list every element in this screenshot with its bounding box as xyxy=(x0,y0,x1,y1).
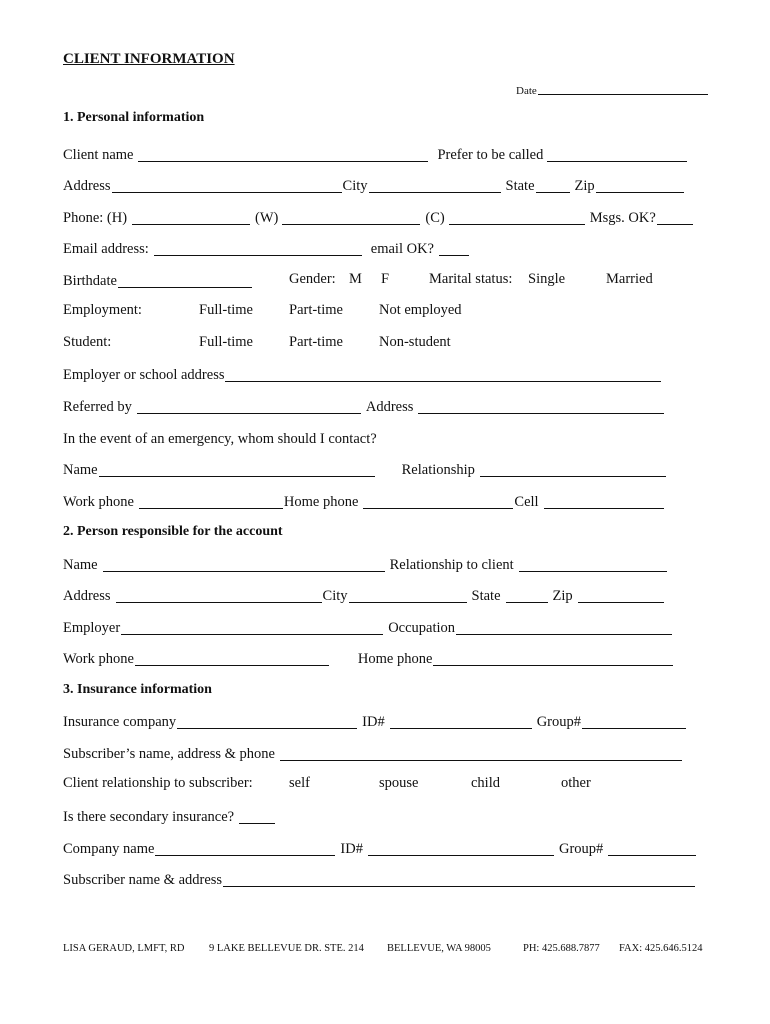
emergency-relationship-label: Relationship xyxy=(401,462,475,478)
relationship-option-other[interactable]: other xyxy=(561,775,591,791)
row-client-name xyxy=(63,144,710,164)
secondary-company-field[interactable] xyxy=(155,841,335,856)
row-student xyxy=(63,333,710,353)
referred-address-field[interactable] xyxy=(418,399,664,414)
row-responsible-phones xyxy=(63,648,710,668)
responsible-city-label: City xyxy=(322,588,348,604)
row-responsible-name xyxy=(63,554,710,574)
responsible-name-label: Name xyxy=(63,557,98,573)
responsible-state-field[interactable] xyxy=(506,588,548,603)
birthdate-field[interactable] xyxy=(118,273,252,288)
footer-name: LISA GERAUD, LMFT, RD xyxy=(63,943,185,954)
prefer-called-field[interactable] xyxy=(547,147,687,162)
client-relationship-label: Client relationship to subscriber: xyxy=(63,775,253,791)
responsible-zip-label: Zip xyxy=(552,588,573,604)
secondary-group-label: Group# xyxy=(558,841,604,857)
row-phone xyxy=(63,207,710,227)
student-label: Student: xyxy=(63,334,112,350)
responsible-city-field[interactable] xyxy=(349,588,467,603)
emergency-home-phone-field[interactable] xyxy=(363,494,513,509)
row-subscriber-info xyxy=(63,743,710,763)
responsible-home-phone-label: Home phone xyxy=(357,651,433,667)
phone-home-field[interactable] xyxy=(132,210,250,225)
responsible-zip-field[interactable] xyxy=(578,588,664,603)
student-option-part-time[interactable]: Part-time xyxy=(289,334,343,350)
emergency-name-label: Name xyxy=(63,462,98,478)
employment-option-part-time[interactable]: Part-time xyxy=(289,302,343,318)
insurance-company-label: Insurance company xyxy=(63,714,177,730)
address-label: Address xyxy=(63,178,111,194)
form-title: CLIENT INFORMATION xyxy=(63,51,235,67)
relationship-option-child[interactable]: child xyxy=(471,775,500,791)
emergency-work-phone-field[interactable] xyxy=(139,494,283,509)
row-emergency-contact xyxy=(63,459,710,479)
section-insurance-heading: 3. Insurance information xyxy=(63,682,212,697)
row-birthdate-gender xyxy=(63,270,710,290)
responsible-home-phone-field[interactable] xyxy=(433,651,673,666)
emergency-relationship-field[interactable] xyxy=(480,462,666,477)
row-address xyxy=(63,175,710,195)
responsible-state-label: State xyxy=(471,588,501,604)
subscriber-info-label: Subscriber’s name, address & phone xyxy=(63,746,275,762)
relationship-option-spouse[interactable]: spouse xyxy=(379,775,419,791)
gender-label: Gender: xyxy=(289,271,336,287)
email-ok-field[interactable] xyxy=(439,241,469,256)
responsible-relationship-field[interactable] xyxy=(519,557,667,572)
birthdate-label: Birthdate xyxy=(63,273,117,289)
secondary-insurance-label: Is there secondary insurance? xyxy=(63,809,235,825)
employer-school-label: Employer or school address xyxy=(63,367,225,383)
email-label: Email address: xyxy=(63,241,149,257)
date-input-line[interactable] xyxy=(538,84,708,95)
emergency-question: In the event of an emergency, whom should I contact? xyxy=(63,431,377,447)
row-emergency-phones xyxy=(63,491,710,511)
subscriber-address-label: Subscriber name & address xyxy=(63,872,223,888)
employer-school-field[interactable] xyxy=(225,367,661,382)
row-responsible-address xyxy=(63,585,710,605)
employment-option-full-time[interactable]: Full-time xyxy=(199,302,253,318)
gender-option-m[interactable]: M xyxy=(349,271,362,287)
gender-option-f[interactable]: F xyxy=(381,271,390,287)
zip-label: Zip xyxy=(574,178,595,194)
responsible-work-phone-label: Work phone xyxy=(63,651,134,667)
state-label: State xyxy=(505,178,535,194)
emergency-cell-label: Cell xyxy=(514,494,539,510)
relationship-option-self[interactable]: self xyxy=(289,775,310,791)
secondary-id-field[interactable] xyxy=(368,841,554,856)
phone-cell-field[interactable] xyxy=(449,210,585,225)
responsible-occupation-field[interactable] xyxy=(456,620,672,635)
email-ok-label: email OK? xyxy=(370,241,434,257)
email-field[interactable] xyxy=(154,241,362,256)
responsible-name-field[interactable] xyxy=(103,557,385,572)
insurance-id-label: ID# xyxy=(362,714,385,730)
phone-work-label: (W) xyxy=(255,210,279,226)
employment-option-not-employed[interactable]: Not employed xyxy=(379,302,462,318)
emergency-cell-field[interactable] xyxy=(544,494,664,509)
insurance-id-field[interactable] xyxy=(390,714,532,729)
student-option-full-time[interactable]: Full-time xyxy=(199,334,253,350)
insurance-company-field[interactable] xyxy=(177,714,357,729)
row-insurance-company xyxy=(63,711,710,731)
row-email xyxy=(63,238,710,258)
section-responsible-heading: 2. Person responsible for the account xyxy=(63,524,283,539)
insurance-group-label: Group# xyxy=(536,714,582,730)
footer-street: 9 LAKE BELLEVUE DR. STE. 214 xyxy=(209,943,364,954)
phone-cell-label: (C) xyxy=(425,210,445,226)
emergency-work-phone-label: Work phone xyxy=(63,494,134,510)
secondary-id-label: ID# xyxy=(340,841,363,857)
referred-by-label: Referred by xyxy=(63,399,132,415)
row-secondary-insurance xyxy=(63,806,710,826)
responsible-relationship-label: Relationship to client xyxy=(389,557,514,573)
address-field[interactable] xyxy=(112,178,342,193)
row-client-relationship xyxy=(63,774,710,794)
date-label: Date xyxy=(516,85,537,97)
footer-phone: PH: 425.688.7877 xyxy=(523,943,600,954)
phone-work-field[interactable] xyxy=(282,210,420,225)
prefer-called-label: Prefer to be called xyxy=(437,147,544,163)
footer-fax: FAX: 425.646.5124 xyxy=(619,943,703,954)
client-name-label: Client name xyxy=(63,147,134,163)
secondary-group-field[interactable] xyxy=(608,841,696,856)
row-subscriber-address xyxy=(63,869,710,889)
row-secondary-company xyxy=(63,838,710,858)
responsible-employer-label: Employer xyxy=(63,620,121,636)
emergency-home-phone-label: Home phone xyxy=(283,494,359,510)
city-label: City xyxy=(342,178,368,194)
responsible-work-phone-field[interactable] xyxy=(135,651,329,666)
student-option-non-student[interactable]: Non-student xyxy=(379,334,451,350)
msgs-ok-field[interactable] xyxy=(657,210,693,225)
footer-city: BELLEVUE, WA 98005 xyxy=(387,943,491,954)
row-employer-school xyxy=(63,364,710,384)
responsible-employer-field[interactable] xyxy=(121,620,383,635)
phone-home-label: Phone: (H) xyxy=(63,210,128,226)
referred-address-label: Address xyxy=(365,399,414,415)
msgs-ok-label: Msgs. OK? xyxy=(589,210,656,226)
zip-field[interactable] xyxy=(596,178,684,193)
marital-option-single[interactable]: Single xyxy=(528,271,566,287)
subscriber-info-field[interactable] xyxy=(280,746,682,761)
section-personal-heading: 1. Personal information xyxy=(63,110,205,125)
responsible-occupation-label: Occupation xyxy=(388,620,456,636)
secondary-company-label: Company name xyxy=(63,841,155,857)
city-field[interactable] xyxy=(369,178,501,193)
secondary-insurance-field[interactable] xyxy=(239,809,275,824)
row-emergency-question xyxy=(63,428,710,448)
responsible-address-label: Address xyxy=(63,588,111,604)
marital-status-label: Marital status: xyxy=(429,271,513,287)
client-name-field[interactable] xyxy=(138,147,428,162)
insurance-group-field[interactable] xyxy=(582,714,686,729)
marital-option-married[interactable]: Married xyxy=(606,271,653,287)
date-field xyxy=(516,84,709,97)
emergency-name-field[interactable] xyxy=(99,462,375,477)
subscriber-address-field[interactable] xyxy=(223,872,695,887)
row-employment xyxy=(63,301,710,321)
referred-by-field[interactable] xyxy=(137,399,361,414)
row-responsible-employer xyxy=(63,617,710,637)
row-referred-by xyxy=(63,396,710,416)
employment-label: Employment: xyxy=(63,302,142,318)
state-field[interactable] xyxy=(536,178,570,193)
responsible-address-field[interactable] xyxy=(116,588,322,603)
